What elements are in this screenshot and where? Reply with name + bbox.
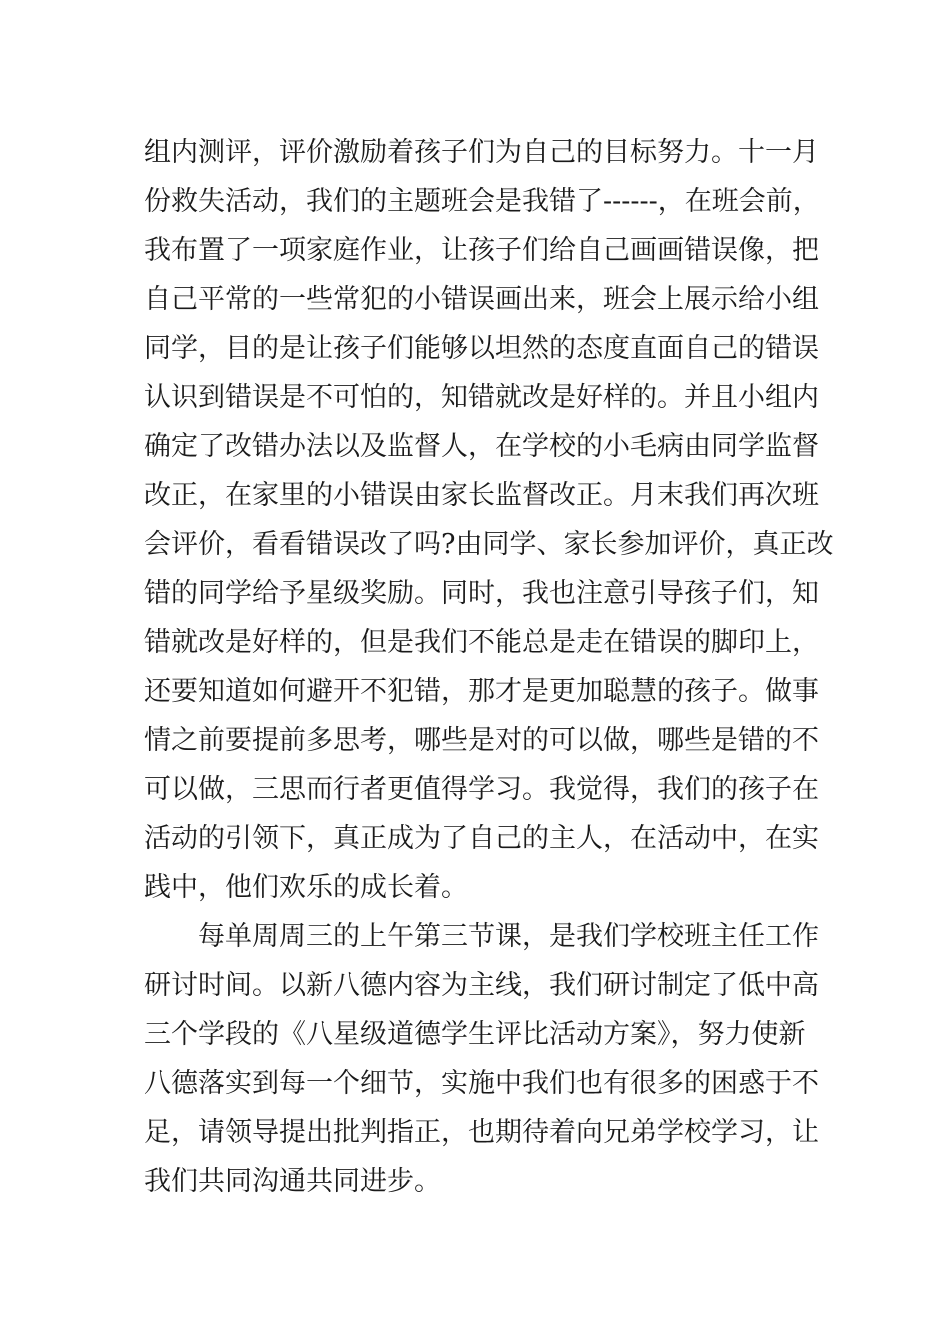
text-line: 每单周周三的上午第三节课，是我们学校班主任工作 bbox=[198, 921, 819, 952]
text-line: 研讨时间。以新八德内容为主线，我们研讨制定了低中高 bbox=[144, 970, 819, 1001]
text-line: 错就改是好样的，但是我们不能总是走在错误的脚印上， bbox=[144, 627, 819, 658]
text-line: 会评价，看看错误改了吗?由同学、家长参加评价，真正改 bbox=[144, 529, 834, 560]
paragraph-1 bbox=[144, 128, 834, 912]
paragraph-2 bbox=[144, 912, 824, 1206]
text-line: 情之前要提前多思考，哪些是对的可以做，哪些是错的不 bbox=[144, 725, 819, 756]
document-body bbox=[144, 128, 834, 1206]
text-line: 组内测评，评价激励着孩子们为自己的目标努力。十一月 bbox=[144, 137, 819, 168]
text-line: 改正，在家里的小错误由家长监督改正。月末我们再次班 bbox=[144, 480, 819, 511]
text-line: 自己平常的一些常犯的小错误画出来，班会上展示给小组 bbox=[144, 284, 819, 315]
text-line: 错的同学给予星级奖励。同时，我也注意引导孩子们，知 bbox=[144, 578, 819, 609]
text-line: 活动的引领下，真正成为了自己的主人，在活动中，在实 bbox=[144, 823, 819, 854]
text-line: 确定了改错办法以及监督人，在学校的小毛病由同学监督 bbox=[144, 431, 819, 462]
text-line: 践中，他们欢乐的成长着。 bbox=[144, 872, 468, 903]
text-line: 三个学段的《八星级道德学生评比活动方案》，努力使新 bbox=[144, 1019, 806, 1050]
text-line: 份救失活动，我们的主题班会是我错了------，在班会前， bbox=[144, 186, 820, 217]
text-line: 认识到错误是不可怕的，知错就改是好样的。并且小组内 bbox=[144, 382, 819, 413]
text-line: 可以做，三思而行者更值得学习。我觉得，我们的孩子在 bbox=[144, 774, 819, 805]
text-line: 同学，目的是让孩子们能够以坦然的态度直面自己的错误 bbox=[144, 333, 819, 364]
text-line: 我布置了一项家庭作业，让孩子们给自己画画错误像，把 bbox=[144, 235, 819, 266]
text-line: 八德落实到每一个细节，实施中我们也有很多的困惑于不 bbox=[144, 1068, 819, 1099]
text-line: 我们共同沟通共同进步。 bbox=[144, 1166, 441, 1197]
text-line: 还要知道如何避开不犯错，那才是更加聪慧的孩子。做事 bbox=[144, 676, 819, 707]
text-line: 足，请领导提出批判指正，也期待着向兄弟学校学习，让 bbox=[144, 1117, 819, 1148]
